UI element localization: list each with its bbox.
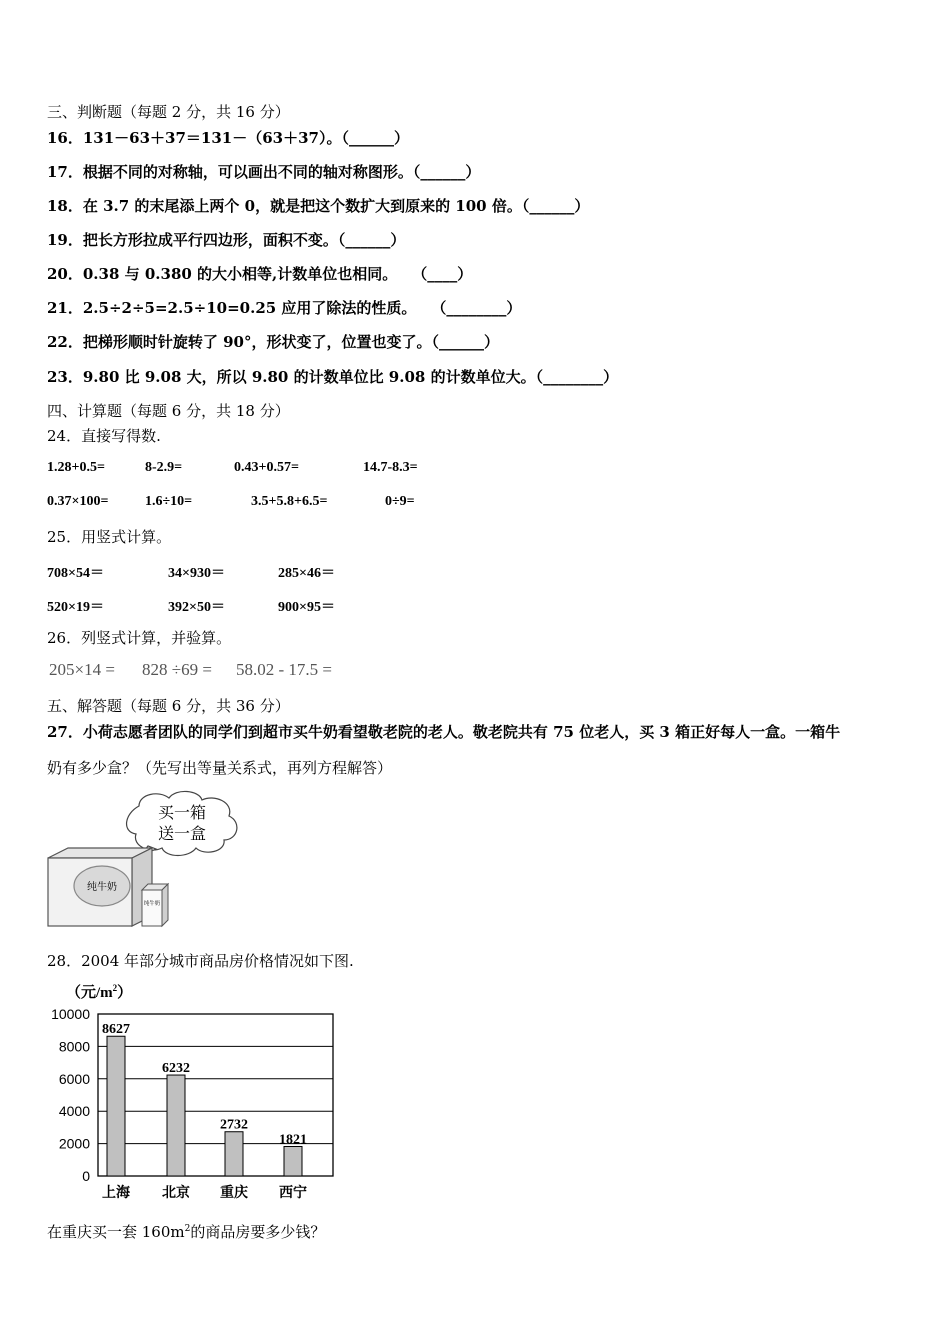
bar	[284, 1146, 302, 1176]
box-label: 纯牛奶	[87, 882, 117, 893]
q24-title: 24．直接写得数.	[47, 427, 161, 445]
x-category-label: 上海	[102, 1185, 130, 1201]
chart-unit-label: （元$/m^2$）	[66, 983, 133, 1001]
q25-calc: 900×95＝	[278, 600, 335, 615]
x-category-label: 北京	[162, 1185, 190, 1201]
judge-item-23: 23．9.80 比 9.08 大，所以 9.80 的计数单位比 9.08 的计数单位大。（________）	[47, 368, 619, 386]
q25-calc: 520×19＝	[47, 600, 104, 615]
q25-calc: 34×930＝	[168, 566, 225, 581]
bar-value-label: 2732	[220, 1117, 248, 1133]
bar	[107, 1036, 125, 1176]
q25-calc: 708×54＝	[47, 566, 104, 581]
q24-calc: 3.5+5.8+6.5=	[251, 494, 328, 509]
milk-promotion-illustration	[44, 786, 244, 931]
bubble-text-1: 买一箱	[157, 803, 207, 822]
section5-title: 五、解答题（每题 6 分，共 36 分）	[47, 697, 290, 715]
q26-calc: 205×14 =	[49, 660, 115, 679]
bar-value-label: 6232	[162, 1061, 190, 1077]
q28-question-suffix: 的商品房要多少钱？	[190, 1223, 326, 1241]
q28-question	[47, 1219, 325, 1242]
q24-calc: 0÷9=	[385, 494, 415, 509]
x-category-label: 重庆	[220, 1185, 248, 1201]
y-tick-label: 2000	[58, 1135, 90, 1152]
q27-line1	[47, 722, 840, 742]
x-category-label: 西宁	[279, 1185, 307, 1201]
bubble-text-2: 送一盒	[157, 824, 207, 843]
q25-calc: 285×46＝	[278, 566, 335, 581]
y-tick-label: 0	[82, 1168, 90, 1184]
judge-item-16: 16．131－63＋37＝131－（63＋37）。（______）	[47, 129, 409, 147]
q27-line1-text: 27．小荷志愿者团队的同学们到超市买牛奶看望敬老院的老人。敬老院共有 75 位老人，买 3 箱正好每人一盒。一箱牛	[47, 723, 841, 741]
q24-calc: 1.6÷10=	[145, 494, 193, 509]
carton-label: 纯牛奶	[143, 901, 161, 907]
y-tick-label: 4000	[58, 1103, 90, 1120]
q24-calc: 8-2.9=	[145, 460, 183, 475]
bar-value-label: 1821	[279, 1132, 307, 1148]
q28-title: 28．2004 年部分城市商品房价格情况如下图.	[47, 952, 354, 970]
y-tick-label: 8000	[58, 1038, 90, 1055]
house-price-chart	[40, 978, 350, 1206]
q28-question-sup: 2	[184, 1224, 191, 1234]
judge-item-20: 20．0.38 与 0.380 的大小相等,计数单位也相同。 （____）	[47, 265, 473, 283]
bar	[225, 1132, 243, 1176]
judge-item-18: 18．在 3.7 的末尾添上两个 0，就是把这个数扩大到原来的 100 倍。（______）	[47, 197, 590, 215]
y-tick-label: 10000	[51, 1006, 90, 1022]
q24-calc: 14.7-8.3=	[363, 460, 418, 475]
section3-title: 三、判断题（每题 2 分，共 16 分）	[47, 103, 290, 121]
q25-title: 25．用竖式计算。	[47, 528, 172, 546]
bar	[167, 1075, 185, 1176]
q26-title: 26．列竖式计算，并验算。	[47, 629, 232, 647]
q26-calc: 58.02 - 17.5 =	[236, 660, 332, 679]
q24-calc: 1.28+0.5=	[47, 460, 105, 475]
judge-item-17: 17．根据不同的对称轴，可以画出不同的轴对称图形。（______）	[47, 163, 481, 181]
q25-calc: 392×50＝	[168, 600, 225, 615]
judge-item-19: 19．把长方形拉成平行四边形，面积不变。（______）	[47, 231, 406, 249]
section4-title: 四、计算题（每题 6 分，共 18 分）	[47, 402, 290, 420]
q27-line2: 奶有多少盒？（先写出等量关系式，再列方程解答）	[47, 759, 393, 777]
y-tick-label: 6000	[58, 1070, 90, 1087]
judge-item-22: 22．把梯形顺时针旋转了 90°，形状变了，位置也变了。（______）	[47, 333, 499, 351]
q24-calc: 0.37×100=	[47, 494, 109, 509]
q28-question-prefix: 在重庆买一套 160m	[47, 1223, 185, 1241]
judge-item-21: 21．2.5÷2÷5=2.5÷10=0.25 应用了除法的性质。 （________）	[47, 299, 522, 317]
bar-value-label: 8627	[102, 1022, 130, 1038]
q26-calc: 828 ÷69 =	[142, 660, 212, 679]
q24-calc: 0.43+0.57=	[234, 460, 299, 475]
